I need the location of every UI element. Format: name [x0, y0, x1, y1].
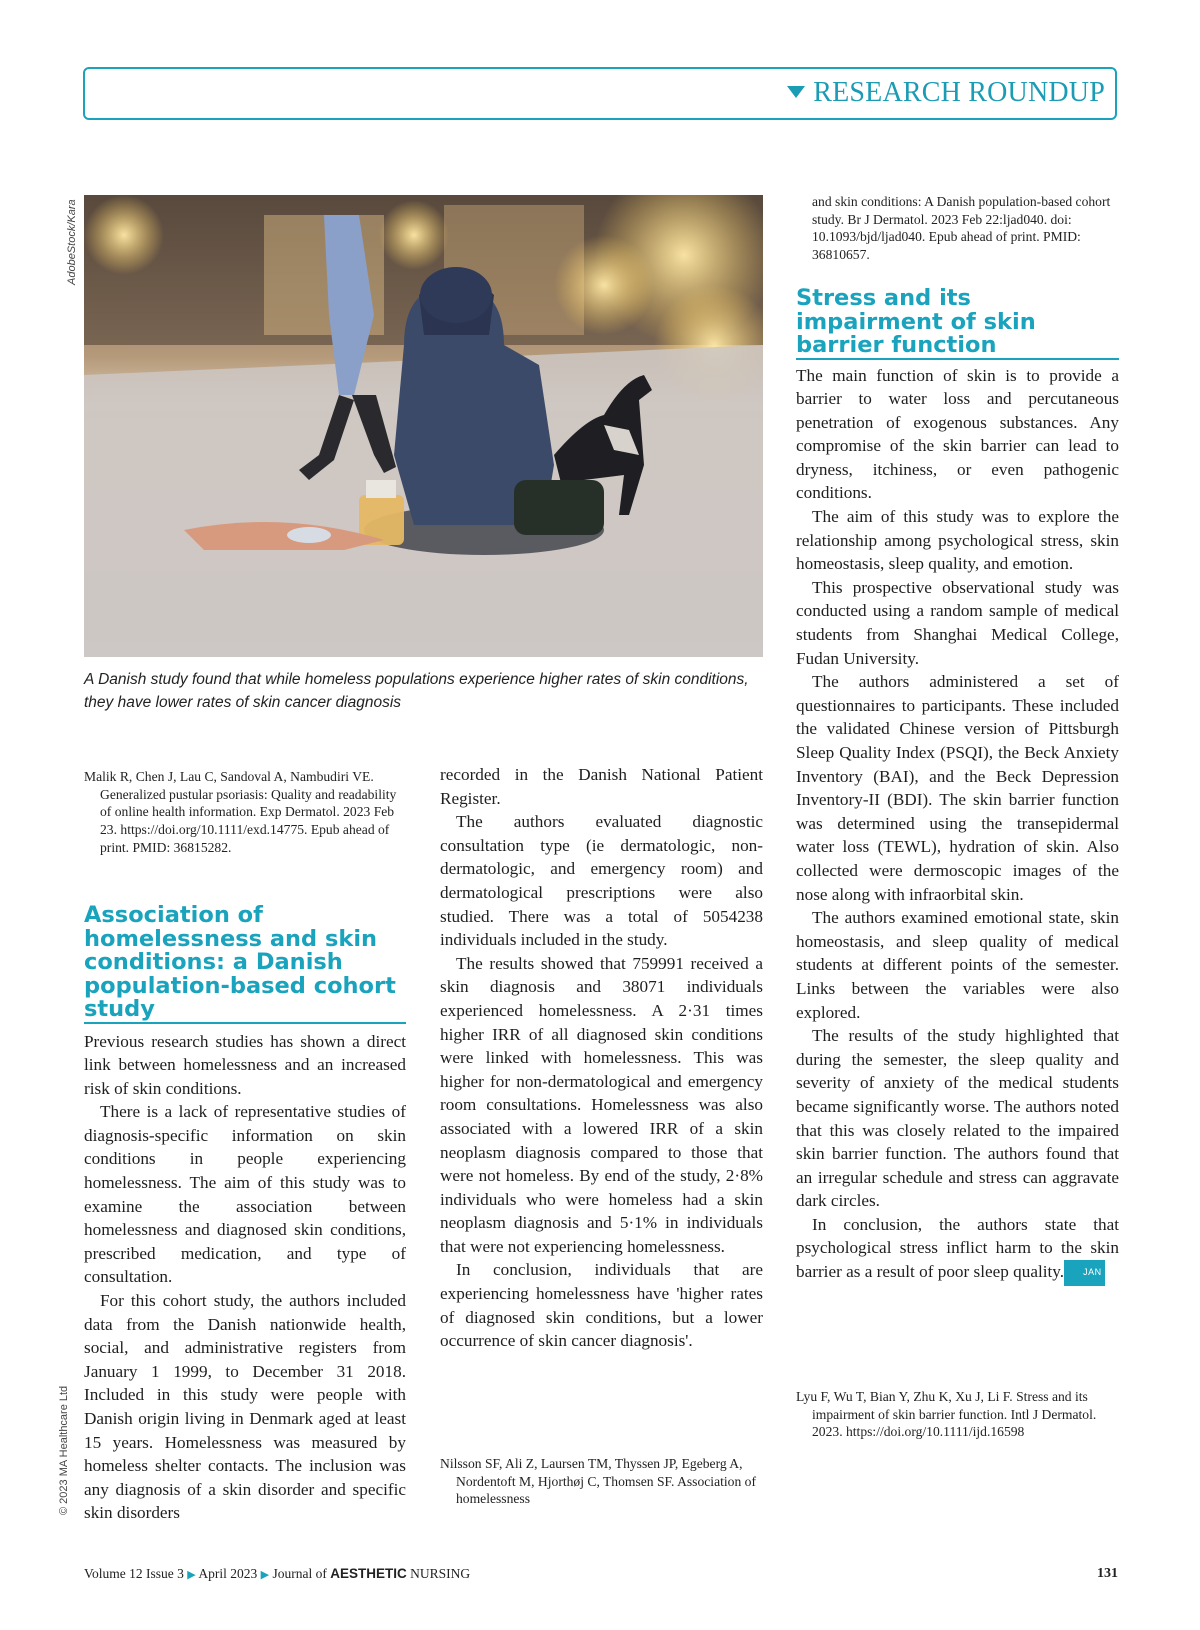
middle-reference-wrap [440, 1455, 763, 1508]
section-header [83, 67, 1117, 120]
end-mark-badge: JAN [1064, 1260, 1105, 1286]
copyright-notice: © 2023 MA Healthcare Ltd [58, 1385, 70, 1515]
paragraph: For this cohort study, the authors included data from the Danish nationwide health, social, and administrative registers from January 1 1999, to December 31 2018. Included in this study were people with Danish origin living in Denmark aged at least 15 years. Homelessness was measured by homeless shelter contacts. The inclusion was any diagnosis of a skin disorder and specific skin disorders [84, 1291, 406, 1523]
page-number: 131 [1097, 1566, 1118, 1581]
article1-body-middle [440, 763, 763, 1353]
reference-lyu: Lyu F, Wu T, Bian Y, Zhu K, Xu J, Li F. Stress and its impairment of skin barrier function. Intl J Dermatol. 2023. https://doi.org/10.1111/ijd.16598 [796, 1389, 1097, 1440]
reference-malik: Malik R, Chen J, Lau C, Sandoval A, Nambudiri VE. Generalized pustular psoriasis: Quality and readability of online health information. Exp Dermatol. 2023 Feb 23. https://doi.org/10.1111/exd.14775. Epub ahead of print. PMID: 36815282. [84, 769, 397, 855]
footer-volume: Volume 12 Issue 3 [84, 1566, 184, 1581]
homeless-person-photo [84, 195, 763, 657]
paragraph: Previous research studies has shown a direct link between homelessness and an increased risk of skin conditions. [84, 1031, 406, 1098]
footer-journal-prefix: Journal of [272, 1566, 327, 1581]
paragraph: The results showed that 759991 received a skin diagnosis and 38071 individuals experienced homelessness. A 2·31 times higher IRR of all diagnosed skin conditions were linked with homelessness. This was higher for non-dermatological and emergency room consultations. Homelessness was also associated with a lowered IRR of a skin neoplasm diagnosis compared to those that were not homeless. By end of the study, 2·8% individuals who were homeless had a skin neoplasm diagnosis and 5·1% in individuals that were not experiencing homelessness. [440, 953, 763, 1256]
paragraph: The authors examined emotional state, skin homeostasis, and sleep quality of medical students at different points of the semester. Links between the variables were also explored. [796, 908, 1119, 1022]
paragraph: The results of the study highlighted that during the semester, the sleep quality and severity of anxiety of the medical students became significantly worse. The authors noted that this was closely related to the impaired skin barrier function. The authors found that an irregular schedule and stress can aggravate dark circles. [796, 1026, 1119, 1211]
footer-journal-bold: AESTHETIC [330, 1566, 407, 1581]
paragraph: The aim of this study was to explore the relationship among psychological stress, skin homeostasis, sleep quality, and emotion. [796, 507, 1119, 574]
right-reference-cont [796, 193, 1119, 264]
article1-title: Association of homelessness and skin conditions: a Danish population-based cohort study [84, 904, 406, 1024]
reference-nilsson-continued: and skin conditions: A Danish population-based cohort study. Br J Dermatol. 2023 Feb 22:ljad040. doi: 10.1093/bjd/ljad040. Epub ahead of print. PMID: 36810657. [812, 194, 1111, 263]
paragraph: This prospective observational study was conducted using a random sample of medical students from Shanghai Medical College, Fudan University. [796, 577, 1119, 668]
paragraph: recorded in the Danish National Patient Register. [440, 765, 763, 808]
article-photo [84, 195, 763, 657]
left-column [84, 768, 406, 857]
paragraph: There is a lack of representative studies of diagnosis-specific information on skin conditions in people experiencing homelessness. The aim of this study was to examine the association between homelessness and diagnosed skin conditions, prescribed medication, and type of consultation. [84, 1102, 406, 1287]
article1-left [84, 904, 406, 1525]
article2 [796, 287, 1119, 1286]
paragraph: The authors administered a set of questionnaires to participants. These included the validated Chinese version of Pittsburgh Sleep Quality Index (PSQI), the Beck Anxiety Inventory (BAI), and the Beck Depression Inventory-II (BDI). The skin barrier function was determined using the transepidermal water loss (TEWL), hydration of skin. Also collected were dermoscopic images of the nose along with infraorbital skin. [796, 672, 1119, 904]
triangle-right-icon: ▶ [187, 1569, 196, 1581]
paragraph: In conclusion, individuals that are experiencing homelessness have 'higher rates of diagnosed skin conditions, but a lower occurrence of skin cancer diagnosis'. [440, 1260, 763, 1351]
footer-date: April 2023 [198, 1566, 258, 1581]
paragraph: The authors evaluated diagnostic consultation type (ie dermatologic, non-dermatologic, and emergency room) and dermatological prescriptions were also studied. There was a total of 5054238 individuals included in the study. [440, 812, 763, 950]
paragraph: The main function of skin is to provide a barrier to water loss and percutaneous penetration of exogenous substances. Any compromise of the skin barrier can lead to dryness, itchiness, or even pathogenic conditions. [796, 365, 1119, 503]
article1-body-left [84, 1030, 406, 1525]
photo-credit: AdobeStock/Kara [66, 199, 78, 285]
photo-caption: A Danish study found that while homeless populations experience higher rates of skin conditions, they have lower rates of skin cancer diagnosis [84, 671, 749, 711]
page-footer [84, 1566, 470, 1582]
article2-title: Stress and its impairment of skin barrier function [796, 287, 1119, 360]
reference-nilsson: Nilsson SF, Ali Z, Laursen TM, Thyssen JP, Egeberg A, Nordentoft M, Hjorthøj C, Thomsen SF. Association of homelessness [440, 1456, 756, 1507]
triangle-down-icon [787, 86, 805, 98]
section-label: RESEARCH ROUNDUP [787, 77, 1105, 109]
paragraph: In conclusion, the authors state that psychological stress inflict harm to the skin barrier as a result of poor sleep quality. JAN [796, 1213, 1119, 1286]
footer-journal-suffix: NURSING [410, 1566, 471, 1581]
right-reference-wrap [796, 1388, 1119, 1441]
triangle-right-icon: ▶ [260, 1569, 270, 1581]
article2-body [796, 364, 1119, 1286]
